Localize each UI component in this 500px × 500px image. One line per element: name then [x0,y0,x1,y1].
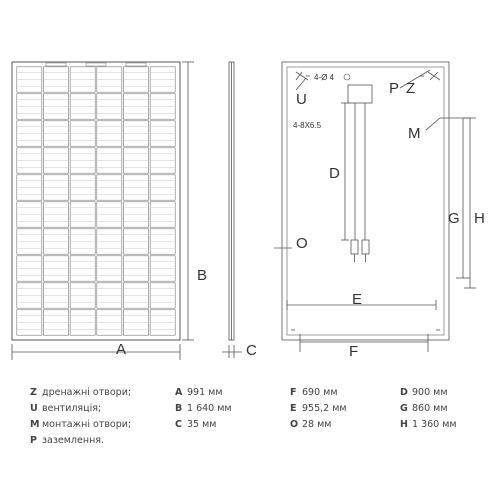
legend [0,386,500,466]
legend-dim-b: B 1 640 мм [175,403,232,414]
legend-item-m: M монтажні отвори; [30,419,132,430]
panel-side-view [222,62,242,358]
dimension-label-a: A [116,341,127,358]
dimension-label-h: H [474,210,485,227]
annotation-holes-8: 4-8X6.5 [293,121,322,130]
dimension-label-e: E [352,291,363,308]
legend-dim-e: E 955,2 мм [290,403,347,414]
legend-item-z: Z дренажні отвори; [30,387,132,398]
label-u: U [296,91,307,108]
legend-dim-c: C 35 мм [175,419,217,430]
legend-dim-d: D 900 мм [400,387,448,398]
dimension-label-b: B [197,267,208,284]
back-dimension-lines [274,70,476,352]
legend-dim-a: A 991 мм [175,387,223,398]
legend-dim-g: G 860 мм [400,403,448,414]
panel-frame [12,62,180,340]
dimension-label-c: C [246,342,257,359]
ground-symbol-icon [344,74,350,80]
label-z: Z [406,80,416,97]
legend-item-p: P заземлення. [30,435,105,446]
legend-item-u: U вентиляція; [30,403,102,414]
dimension-label-g: G [448,210,460,227]
front-dimension-lines [12,62,194,360]
legend-dim-o: O 28 мм [290,419,332,430]
label-p: P [389,80,400,97]
junction-strip [46,63,66,66]
panel-back-view [282,62,470,340]
legend-dim-h: H 1 360 мм [400,419,457,430]
annotation-holes-4: 4-Ø 4 [314,73,335,82]
panel-front-view [12,62,180,340]
dimension-label-f: F [349,343,359,360]
dimension-label-d: D [329,165,340,182]
label-m: M [408,125,421,142]
legend-dim-f: F 690 мм [290,387,338,398]
junction-strip [126,63,146,66]
dimension-label-o: O [296,235,308,252]
junction-strip [86,63,106,66]
